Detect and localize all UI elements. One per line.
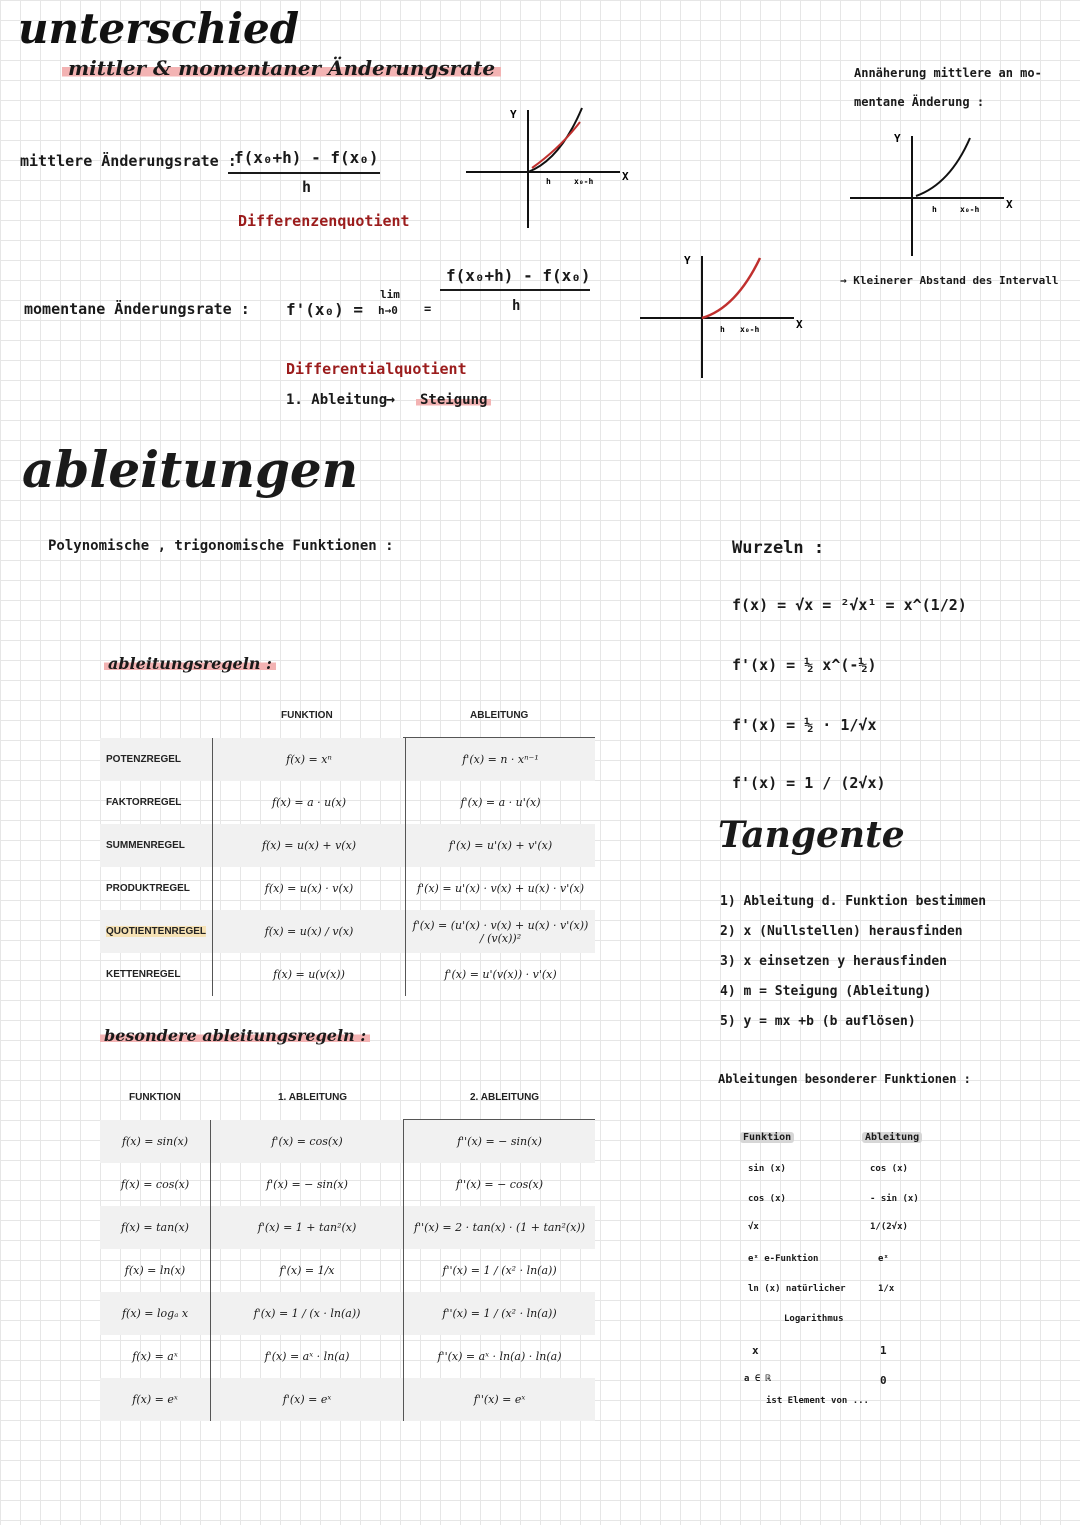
rule-derivative xyxy=(406,781,595,824)
momentane-label: momentane Änderungsrate : xyxy=(24,300,250,318)
annaeherung-line2: mentane Änderung : xyxy=(854,95,985,109)
mittlere-fraction-line xyxy=(228,172,380,174)
graph2-h-label: h xyxy=(720,325,725,334)
rule-derivative xyxy=(406,910,595,953)
momentane-fraction-line xyxy=(440,289,590,291)
rule-derivative-text: f'(x) = u'(v(x)) · v'(x) xyxy=(444,968,557,981)
special-first-derivative-text: f'(x) = eˣ xyxy=(282,1393,332,1406)
rule-name-text: KETTENREGEL xyxy=(106,969,181,980)
graph-h-label: h xyxy=(546,177,551,186)
rules-row xyxy=(100,738,595,781)
rule-derivative-text: f'(x) = u'(x) · v(x) + u(x) · v'(x) xyxy=(416,882,585,895)
secant-graph xyxy=(460,100,640,230)
mittlere-numerator: f(x₀+h) - f(x₀) xyxy=(234,148,379,167)
rules-row xyxy=(100,953,595,996)
bf-col-ableitung: Ableitung xyxy=(862,1132,922,1143)
bf-d-5: 1/x xyxy=(878,1284,895,1294)
mittlere-label: mittlere Änderungsrate : xyxy=(20,152,237,170)
special-first-derivative xyxy=(211,1378,404,1421)
rule-name xyxy=(100,953,213,996)
special-second-derivative xyxy=(404,1292,596,1335)
special-first-derivative-text: f'(x) = aˣ · ln(a) xyxy=(264,1350,350,1363)
bf-d-a: 0 xyxy=(880,1374,887,1387)
differenzenquotient-label: Differenzenquotient xyxy=(238,212,410,230)
special-second-derivative-text: f''(x) = aˣ · ln(a) · ln(a) xyxy=(437,1350,562,1363)
bf-f-x: x xyxy=(752,1344,759,1357)
momentane-equals: = xyxy=(424,302,432,316)
rule-derivative-text: f'(x) = n · xⁿ⁻¹ xyxy=(462,753,539,766)
special-row xyxy=(100,1378,595,1421)
rules-header-ableitung: ABLEITUNG xyxy=(470,710,529,721)
special-function-text: f(x) = cos(x) xyxy=(120,1178,190,1191)
special-second-derivative-text: f''(x) = 2 · tan(x) · (1 + tan²(x)) xyxy=(414,1221,585,1234)
rules-row xyxy=(100,824,595,867)
special-first-derivative xyxy=(211,1163,404,1206)
rule-derivative-text: f'(x) = u'(x) + v'(x) xyxy=(448,839,553,852)
rules-row xyxy=(100,867,595,910)
rule-function xyxy=(213,867,406,910)
tangente-step-1: 1) Ableitung d. Funktion bestimmen xyxy=(720,894,987,909)
rules-row xyxy=(100,910,595,953)
wurzeln-line-2: f'(x) = ½ x^(-½) xyxy=(732,656,877,674)
special-first-derivative-text: f'(x) = cos(x) xyxy=(271,1135,343,1148)
regeln-label: ableitungsregeln : xyxy=(104,654,276,673)
special-second-derivative xyxy=(404,1249,596,1292)
ableitungen-title: ableitungen xyxy=(22,440,359,499)
rule-function-text: f(x) = u(v(x)) xyxy=(273,968,345,981)
bf-element-note: ist Element von ... xyxy=(766,1396,869,1406)
bf-d-4: eˣ xyxy=(878,1254,889,1264)
page-title: unterschied xyxy=(18,4,300,53)
rule-derivative xyxy=(406,738,595,781)
rule-function xyxy=(213,910,406,953)
rule-derivative xyxy=(406,824,595,867)
special-function-text: f(x) = eˣ xyxy=(132,1393,178,1406)
bf-logarithmus: Logarithmus xyxy=(784,1314,844,1324)
ableitung-label: 1. Ableitung xyxy=(286,392,388,408)
rules-row xyxy=(100,781,595,824)
special-row xyxy=(100,1163,595,1206)
rule-function-text: f(x) = xⁿ xyxy=(286,753,332,766)
rule-function xyxy=(213,738,406,781)
special-first-derivative xyxy=(211,1335,404,1378)
wurzeln-line-3: f'(x) = ½ · 1/√x xyxy=(732,716,877,734)
momentane-lhs: f'(x₀) = xyxy=(286,300,364,319)
rule-name xyxy=(100,738,213,781)
page-subtitle: mittler & momentaner Änderungsrate xyxy=(62,56,501,80)
wurzeln-line-1: f(x) = √x = ²√x¹ = x^(1/2) xyxy=(732,596,967,614)
graph-y-label: Y xyxy=(510,108,517,121)
graph2-y-label: Y xyxy=(684,254,691,267)
rule-function xyxy=(213,953,406,996)
steigung-label: Steigung xyxy=(416,392,491,408)
special-first-derivative-text: f'(x) = 1 / (x · ln(a)) xyxy=(253,1307,361,1320)
rule-name xyxy=(100,910,213,953)
special-table xyxy=(100,1120,595,1421)
wurzeln-title: Wurzeln : xyxy=(732,538,825,558)
wurzeln-line-4: f'(x) = 1 / (2√x) xyxy=(732,774,886,792)
besondere-label: besondere ableitungsregeln : xyxy=(100,1026,370,1045)
special-first-derivative xyxy=(211,1120,404,1163)
annaeherung-graph xyxy=(846,126,1026,258)
tangente-step-2: 2) x (Nullstellen) herausfinden xyxy=(720,924,963,939)
rules-table xyxy=(100,738,595,996)
special-second-derivative xyxy=(404,1163,596,1206)
special-function xyxy=(100,1206,211,1249)
lim-bottom: h→0 xyxy=(378,304,398,317)
graph-xh-label: x₀-h xyxy=(574,177,594,186)
special-second-derivative xyxy=(404,1335,596,1378)
special-second-derivative-text: f''(x) = eˣ xyxy=(473,1393,526,1406)
bf-f-4: eˣ e-Funktion xyxy=(748,1254,819,1264)
special-first-derivative-text: f'(x) = − sin(x) xyxy=(266,1178,348,1191)
graph2-xh-label: x₀-h xyxy=(740,325,760,334)
special-first-derivative xyxy=(211,1292,404,1335)
lim-top: lim xyxy=(380,288,400,301)
special-function-text: f(x) = tan(x) xyxy=(121,1221,189,1234)
momentane-numerator: f(x₀+h) - f(x₀) xyxy=(446,266,591,285)
rule-name-text: POTENZREGEL xyxy=(106,754,182,765)
graph3-h-label: h xyxy=(932,205,937,214)
rule-function-text: f(x) = u(x) / v(x) xyxy=(264,925,354,938)
graph3-xh-label: x₀-h xyxy=(960,205,980,214)
bf-d-3: 1/(2√x) xyxy=(870,1222,908,1232)
special-header-ableitung2: 2. ABLEITUNG xyxy=(470,1092,540,1103)
graph3-y-label: Y xyxy=(894,132,901,145)
mittlere-denominator: h xyxy=(302,178,312,196)
special-function xyxy=(100,1163,211,1206)
rule-name-text: SUMMENREGEL xyxy=(106,840,185,851)
rule-function xyxy=(213,824,406,867)
special-second-derivative-text: f''(x) = 1 / (x² · ln(a)) xyxy=(442,1264,557,1277)
special-second-derivative xyxy=(404,1378,596,1421)
bf-d-2: - sin (x) xyxy=(870,1194,919,1204)
special-function xyxy=(100,1292,211,1335)
momentane-denominator: h xyxy=(512,298,521,314)
rule-name xyxy=(100,781,213,824)
special-row xyxy=(100,1292,595,1335)
special-row xyxy=(100,1335,595,1378)
tangente-step-3: 3) x einsetzen y herausfinden xyxy=(720,954,947,969)
special-header-ableitung1: 1. ABLEITUNG xyxy=(278,1092,348,1103)
special-first-derivative-text: f'(x) = 1/x xyxy=(279,1264,335,1277)
rules-header-funktion: FUNKTION xyxy=(281,710,333,721)
special-function-text: f(x) = logₐ x xyxy=(121,1307,189,1320)
tangente-step-5: 5) y = mx +b (b auflösen) xyxy=(720,1014,916,1029)
special-row xyxy=(100,1120,595,1163)
rule-function-text: f(x) = a · u(x) xyxy=(272,796,347,809)
bf-f-a: a ∈ ℝ xyxy=(744,1374,772,1384)
special-function xyxy=(100,1335,211,1378)
special-second-derivative-text: f''(x) = 1 / (x² · ln(a)) xyxy=(442,1307,557,1320)
annaeherung-line1: Annäherung mittlere an mo- xyxy=(854,66,1042,80)
rule-name-text: FAKTORREGEL xyxy=(106,797,182,808)
rule-derivative xyxy=(406,953,595,996)
rule-function-text: f(x) = u(x) · v(x) xyxy=(264,882,354,895)
special-row xyxy=(100,1206,595,1249)
bf-d-1: cos (x) xyxy=(870,1164,908,1174)
graph3-x-label: X xyxy=(1006,198,1013,211)
special-first-derivative xyxy=(211,1206,404,1249)
special-second-derivative-text: f''(x) = − sin(x) xyxy=(457,1135,542,1148)
special-function-text: f(x) = sin(x) xyxy=(121,1135,189,1148)
besondere-funktionen-title: Ableitungen besonderer Funktionen : xyxy=(718,1072,971,1086)
rule-name-text: QUOTIENTENREGEL xyxy=(106,926,207,937)
special-first-derivative-text: f'(x) = 1 + tan²(x) xyxy=(257,1221,357,1234)
arrow-to-steigung: → xyxy=(386,390,396,408)
bf-f-2: cos (x) xyxy=(748,1194,786,1204)
rule-derivative-text: f'(x) = a · u'(x) xyxy=(460,796,541,809)
special-function xyxy=(100,1249,211,1292)
special-second-derivative xyxy=(404,1206,596,1249)
poly-label: Polynomische , trigonomische Funktionen : xyxy=(48,538,394,554)
rule-name-text: PRODUKTREGEL xyxy=(106,883,190,894)
special-header-funktion: FUNKTION xyxy=(129,1092,181,1103)
special-second-derivative xyxy=(404,1120,596,1163)
bf-d-x: 1 xyxy=(880,1344,887,1357)
bf-f-1: sin (x) xyxy=(748,1164,786,1174)
graph2-x-label: X xyxy=(796,318,803,331)
rule-name xyxy=(100,824,213,867)
rule-function-text: f(x) = u(x) + v(x) xyxy=(261,839,357,852)
bf-f-5: ln (x) natürlicher xyxy=(748,1284,846,1294)
annaeherung-note: → Kleinerer Abstand des Intervall xyxy=(840,274,1059,287)
special-function xyxy=(100,1120,211,1163)
bf-col-funktion: Funktion xyxy=(740,1132,794,1143)
special-function xyxy=(100,1378,211,1421)
differentialquotient-label: Differentialquotient xyxy=(286,360,467,378)
rule-derivative xyxy=(406,867,595,910)
bf-f-3: √x xyxy=(748,1222,759,1232)
special-row xyxy=(100,1249,595,1292)
rule-name xyxy=(100,867,213,910)
special-function-text: f(x) = aˣ xyxy=(132,1350,178,1363)
tangente-step-4: 4) m = Steigung (Ableitung) xyxy=(720,984,932,999)
special-function-text: f(x) = ln(x) xyxy=(124,1264,186,1277)
tangente-title: Tangente xyxy=(718,814,905,856)
rule-function xyxy=(213,781,406,824)
graph-x-label: X xyxy=(622,170,629,183)
rule-derivative-text: f'(x) = (u'(x) · v(x) + u(x) · v'(x)) / (v(x))² xyxy=(412,918,589,945)
special-second-derivative-text: f''(x) = − cos(x) xyxy=(455,1178,544,1191)
tangent-graph xyxy=(636,248,816,383)
special-first-derivative xyxy=(211,1249,404,1292)
